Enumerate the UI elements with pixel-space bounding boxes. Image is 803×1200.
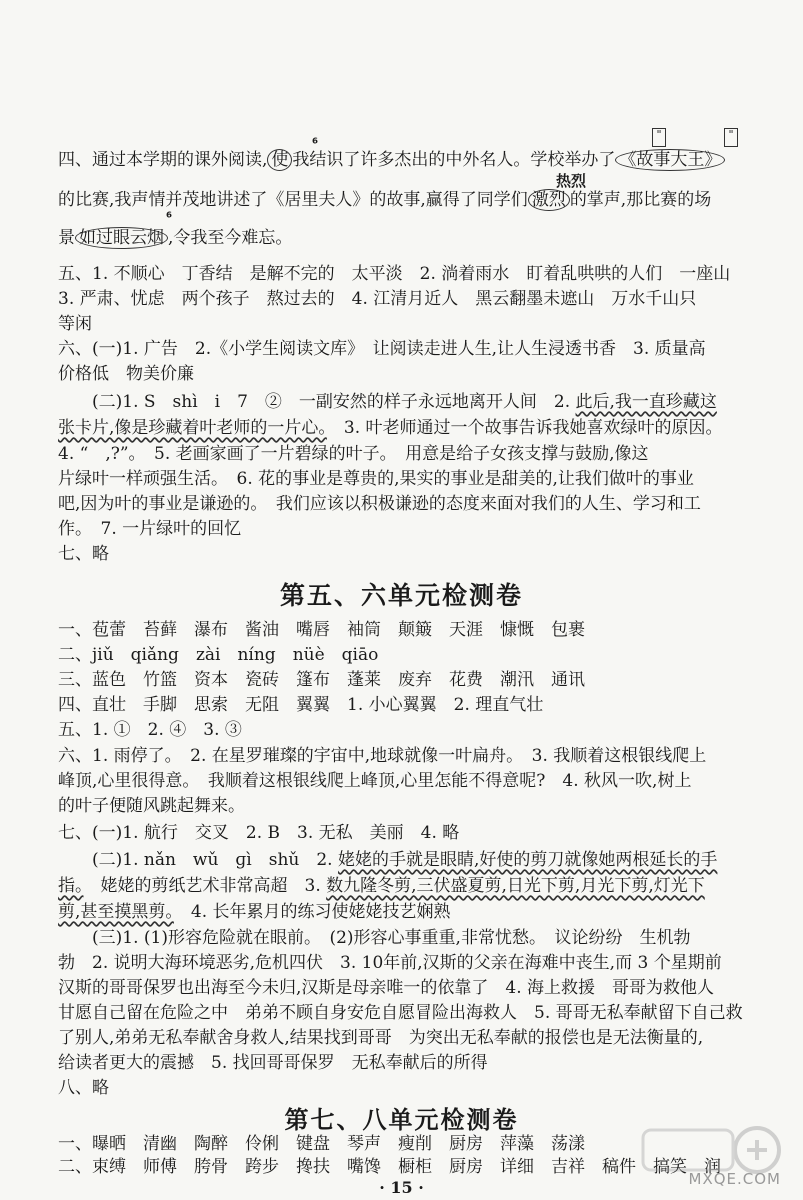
s56-line15: 汉斯的哥哥保罗也出海至今未归,汉斯是母亲唯一的依靠了 4. 海上救援 哥哥为救他人 (58, 978, 715, 998)
part5-line2: 3. 严肃、忧虑 两个孩子 熬过去的 4. 江清月近人 黑云翻墨未遮山 万水千山只 (58, 289, 697, 309)
s56-line4: 四、直壮 手脚 思索 无阻 翼翼 1. 小心翼翼 2. 理直气壮 (58, 695, 544, 715)
watermark-text: MXQE.COM (688, 1170, 781, 1188)
part7a-line: 七、略 (58, 544, 109, 564)
s56-line8: 的叶子便随风跳起舞来。 (58, 796, 245, 816)
quote-mark-box-left: " (652, 128, 666, 147)
part6-line6: 片绿叶一样顽强生活。 6. 花的事业是尊贵的,果实的事业是甜美的,让我们做叶的事业 (58, 469, 694, 489)
part6-line3: (二)1. S shì i 7 ② 一副安然的样子永远地离开人间 2. 此后,我一直珍藏这 (92, 392, 717, 412)
s56-line3: 三、蓝色 竹篮 资本 瓷砖 篷布 蓬莱 废弃 花费 潮汛 通讯 (58, 670, 585, 690)
s56-line5: 五、1. ① 2. ④ 3. ③ (58, 720, 242, 740)
part4-line1: 四、通过本学期的课外阅读, 使 我结识了许多杰出的中外名人。学校举办了 《故事大王》 (58, 148, 773, 172)
part6-line8: 作。 7. 一片绿叶的回忆 (58, 519, 242, 539)
part6-line4: 张卡片,像是珍藏着叶老师的一片心。 3. 叶老师通过一个故事告诉我她喜欢绿叶的原因。 (58, 418, 723, 438)
s56-line16: 甘愿自己留在危险之中 弟弟不顾自身安危自愿冒险出海救人 5. 哥哥无私奉献留下自己救 (58, 1003, 743, 1023)
part6-line7: 吧,因为叶的事业是谦逊的。 我们应该以积极谦逊的态度来面对我们的人生、学习和工 (58, 494, 701, 514)
s56-line6: 六、1. 雨停了。 2. 在星罗璀璨的宇宙中,地球就像一叶扁舟。 3. 我顺着这根银线爬上 (58, 746, 707, 766)
s78-line2: 二、束缚 师傅 胯骨 跨步 搀扶 嘴馋 橱柜 厨房 详细 吉祥 稿件 搞笑 润 (58, 1157, 721, 1177)
s56-line10: (二)1. nǎn wǔ ɡì shǔ 2. 姥姥的手就是眼睛,好使的剪刀就像她两根延长的手 (92, 850, 718, 870)
s56-line7: 峰顶,心里很得意。 我顺着这根银线爬上峰顶,心里怎能不得意呢? 4. 秋风一吹,树上 (58, 771, 692, 791)
part5-line1: 五、1. 不顺心 丁香结 是解不完的 太平淡 2. 淌着雨水 盯着乱哄哄的人们 一座山 (58, 264, 731, 284)
s56-line12: 剪,甚至摸黑剪。 4. 长年累月的练习使姥姥技艺娴熟 (58, 902, 451, 922)
s56-line18: 给读者更大的震撼 5. 找回哥哥保罗 无私奉献后的所得 (58, 1053, 488, 1073)
quote-mark-box-right: " (724, 128, 738, 147)
part6-line1: 六、(一)1. 广告 2.《小学生阅读文库》 让阅读走进人生,让人生浸透书香 3. 质量高 (58, 339, 706, 359)
s56-line13: (三)1. (1)形容危险就在眼前。 (2)形容心事重重,非常忧愁。 议论纷纷 生机勃 (92, 928, 691, 948)
s56-line19: 八、略 (58, 1078, 109, 1098)
part4-line3: 景 如过眼云烟 ,令我至今难忘。 (58, 228, 293, 248)
s56-line17: 了别人,弟弟无私奉献舍身救人,结果找到哥哥 为突出无私奉献的报偿也是无法衡量的, (58, 1028, 704, 1048)
page-number: · 15 · (379, 1178, 424, 1197)
s56-line1: 一、苞蕾 苔藓 瀑布 酱油 嘴唇 袖筒 颠簸 天涯 慷慨 包裹 (58, 620, 585, 640)
part6-line2: 价格低 物美价廉 (58, 364, 194, 384)
part5-line3: 等闲 (58, 314, 92, 334)
s56-line11: 指。 姥姥的剪纸艺术非常高超 3. 数九隆冬剪,三伏盛夏剪,日光下剪,月光下剪,灯光下 (58, 876, 705, 896)
s56-line2: 二、jiǔ qiǎng zài níng nüè qiāo (58, 645, 379, 665)
section-title-56: 第五、六单元检测卷 (279, 581, 523, 610)
s78-line1: 一、曝晒 清幽 陶醉 伶俐 键盘 琴声 瘦削 厨房 萍藻 荡漾 (58, 1134, 585, 1154)
proofread-mark: ⁶ (166, 210, 173, 226)
s56-line9: 七、(一)1. 航行 交叉 2. B 3. 无私 美丽 4. 略 (58, 823, 460, 843)
part4-line2: 的比赛,我声情并茂地讲述了《居里夫人》的故事,赢得了同学们 激烈 的掌声,那比赛的场 (58, 190, 712, 210)
s56-line14: 勃 2. 说明大海环境恶劣,危机四伏 3. 10年前,汉斯的父亲在海难中丧生,而 3 个星期前 (58, 953, 722, 973)
part6-line5: 4. “ ,?”。 5. 老画家画了一片碧绿的叶子。 用意是给子女孩支撑与鼓励,像这 (58, 444, 649, 464)
proofread-mark: ⁶ (312, 136, 319, 152)
insert-word: 热烈 (556, 172, 587, 190)
section-title-78: 第七、八单元检测卷 (284, 1106, 519, 1134)
